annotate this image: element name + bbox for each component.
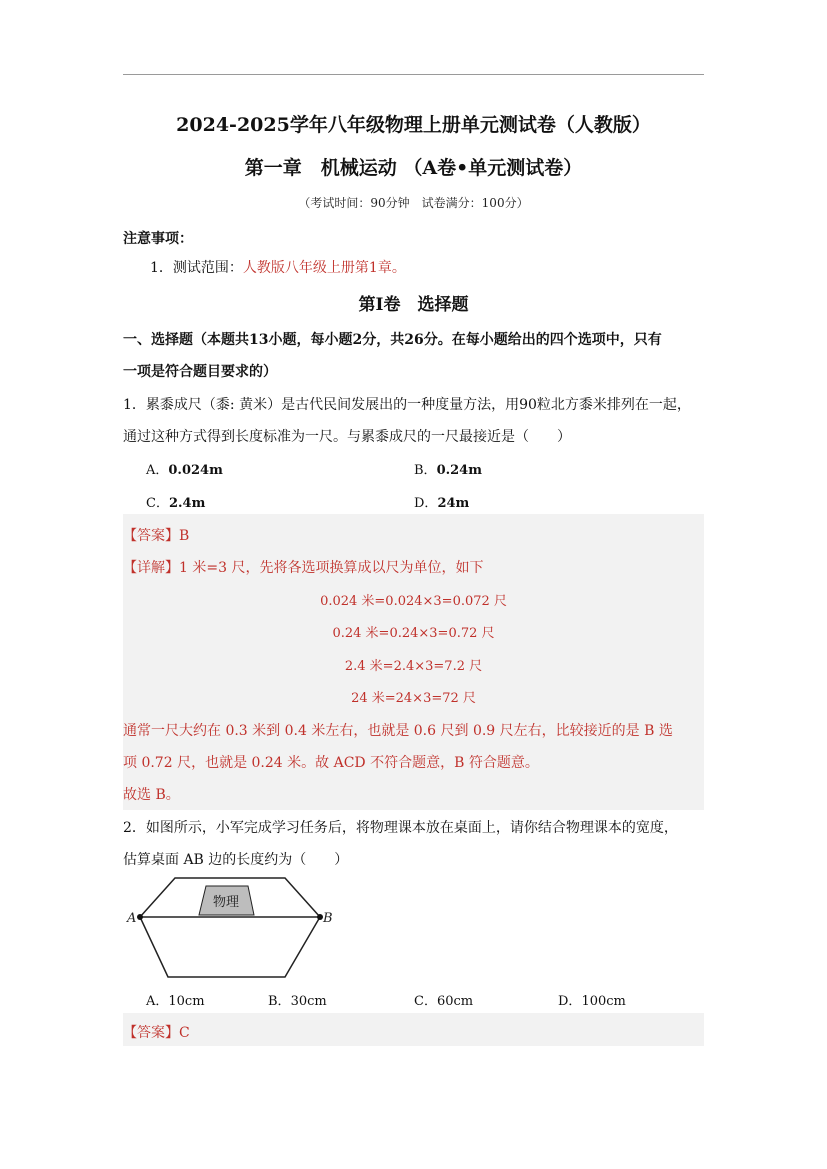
q1-option-c-label: C． bbox=[146, 496, 169, 511]
q1-calc-3: 2.4 米=2.4×3=7.2 尺 bbox=[344, 659, 483, 674]
point-b-label: B bbox=[323, 911, 333, 926]
q1-conclusion-line2: 项 0.72 尺，也就是 0.24 米。故 ACD 不符合题意，B 符合题意。 bbox=[123, 755, 539, 771]
q1-stem-line2: 通过这种方式得到长度标准为一尺。与累黍成尺的一尺最接近是（ ） bbox=[123, 429, 571, 445]
q2-option-d-label: D． bbox=[558, 994, 582, 1009]
q1-final: 故选 B。 bbox=[123, 787, 180, 803]
point-a-dot bbox=[137, 914, 143, 920]
q1-option-d bbox=[414, 492, 469, 511]
q1-option-c-value: 2.4m bbox=[168, 496, 206, 511]
q1-option-d-label: D． bbox=[414, 496, 438, 511]
exam-info: （考试时间：90分钟 试卷满分：100分） bbox=[298, 196, 529, 210]
q2-answer-box bbox=[123, 1013, 704, 1046]
q1-option-b bbox=[414, 459, 482, 478]
q1-option-c bbox=[146, 492, 205, 511]
point-a-label: A bbox=[127, 911, 137, 926]
q2-option-b-value: 30cm bbox=[290, 994, 327, 1009]
q2-option-c-label: C． bbox=[414, 994, 437, 1009]
q1-detail-intro: 【详解】1 米=3 尺，先将各选项换算成以尺为单位，如下 bbox=[123, 560, 484, 576]
q1-option-a-label: A． bbox=[146, 463, 169, 478]
q1-conclusion-line1: 通常一尺大约在 0.3 米到 0.4 米左右，也就是 0.6 尺到 0.9 尺左右，比较接近的是 B 选 bbox=[123, 723, 673, 739]
chapter-title: 第一章 机械运动 （A卷•单元测试卷） bbox=[244, 157, 583, 179]
q1-stem-line1: 1．累黍成尺（黍: 黄米）是古代民间发展出的一种度量方法，用90粒北方黍米排列在一起， bbox=[123, 397, 691, 413]
q2-desk-figure bbox=[120, 870, 340, 985]
q2-option-a-value: 10cm bbox=[168, 994, 205, 1009]
q2-option-c-value: 60cm bbox=[436, 994, 474, 1009]
q2-stem-line1: 2．如图所示，小军完成学习任务后，将物理课本放在桌面上，请你结合物理课本的宽度， bbox=[123, 820, 678, 836]
q1-option-d-value: 24m bbox=[437, 496, 470, 511]
page-title: 2024-2025学年八年级物理上册单元测试卷（人教版） bbox=[176, 114, 651, 136]
q2-stem-line2: 估算桌面 AB 边的长度约为（ ） bbox=[123, 852, 349, 868]
q1-option-a bbox=[146, 459, 223, 478]
notes-item-1-prefix: 1．测试范围： bbox=[150, 260, 243, 276]
notes-item-1 bbox=[150, 257, 406, 277]
q2-option-b bbox=[268, 990, 327, 1009]
part1-instructions-line1: 一、选择题（本题共13小题，每小题2分，共26分。在每小题给出的四个选项中，只有 bbox=[123, 332, 662, 348]
q2-option-c bbox=[414, 990, 473, 1009]
part1-instructions-line2: 一项是符合题目要求的） bbox=[123, 364, 277, 380]
q2-option-a bbox=[146, 990, 205, 1009]
notes-heading: 注意事项： bbox=[123, 231, 193, 247]
header-rule bbox=[123, 74, 704, 75]
section-title: 第Ⅰ卷 选择题 bbox=[358, 295, 469, 315]
q2-option-b-label: B． bbox=[268, 994, 291, 1009]
q2-answer: 【答案】C bbox=[123, 1025, 190, 1041]
q2-option-a-label: A． bbox=[146, 994, 169, 1009]
q1-answer: 【答案】B bbox=[123, 528, 190, 544]
q1-option-b-label: B． bbox=[414, 463, 437, 478]
notes-item-1-value: 人教版八年级上册第1章。 bbox=[242, 260, 406, 276]
q1-option-b-value: 0.24m bbox=[436, 463, 482, 478]
q1-calc-2: 0.24 米=0.24×3=0.72 尺 bbox=[332, 626, 495, 641]
q1-calc-1: 0.024 米=0.024×3=0.072 尺 bbox=[320, 594, 507, 609]
q2-option-d bbox=[558, 990, 626, 1009]
book-label: 物理 bbox=[212, 895, 240, 910]
q1-option-a-value: 0.024m bbox=[168, 463, 223, 478]
q2-option-d-value: 100cm bbox=[581, 994, 626, 1009]
q1-calc-4: 24 米=24×3=72 尺 bbox=[351, 691, 476, 706]
